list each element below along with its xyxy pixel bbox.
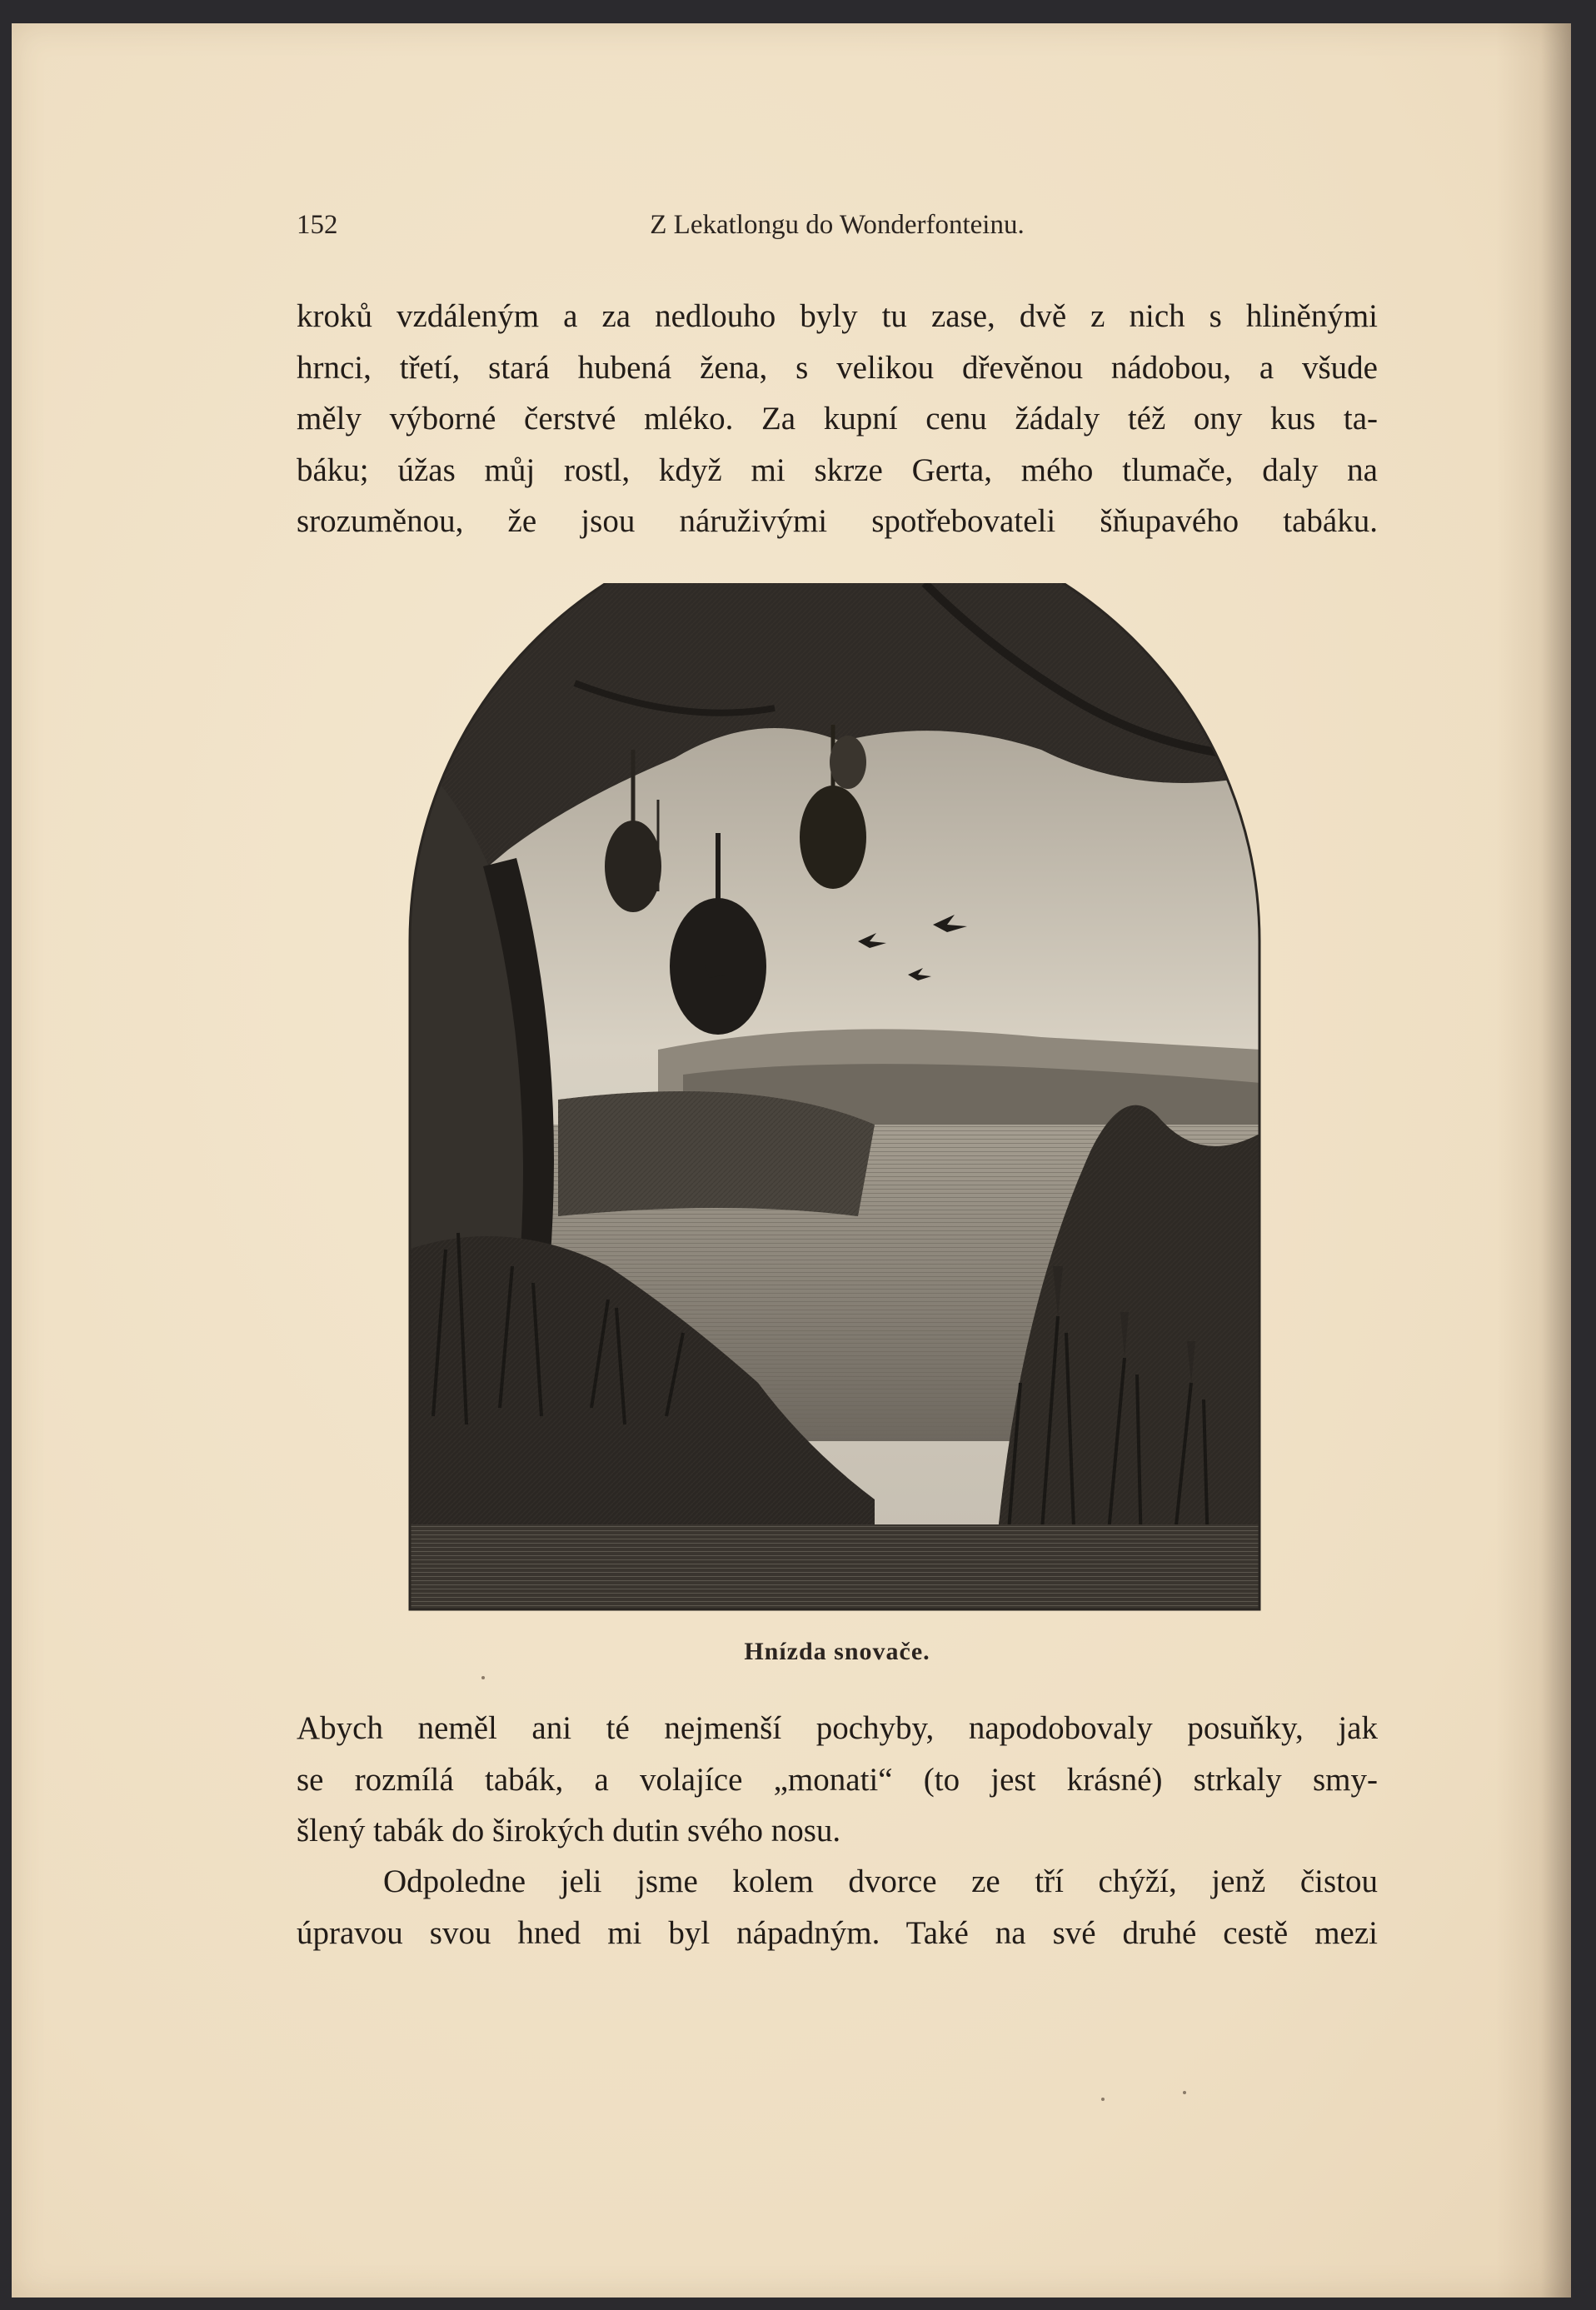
text-line: báku; úžas můj rostl, když mi skrze Gerta, mého tlumače, daly na [297,452,1378,488]
paper-speck [1101,2098,1105,2101]
paragraph-1 [297,291,1378,547]
weaver-nest [670,898,766,1035]
engraving-illustration [408,583,1261,1616]
engraving-weaver-nests [408,583,1261,1616]
weaver-nest [605,821,661,912]
weaver-nest [800,786,866,889]
paper-speck [1183,2091,1186,2094]
text-line: měly výborné čerstvé mléko. Za kupní cenu žádaly též ony kus ta- [297,401,1378,437]
page-header [297,210,1378,243]
page-edge-shadow [1496,23,1571,2298]
paragraph-2 [297,1703,1378,1857]
text-line: Abych neměl ani té nejmenší pochyby, napodobovaly posuňky, jak [297,1710,1378,1746]
paper-speck [481,1676,485,1679]
page-number: 152 [297,210,338,240]
text-line: Odpoledne jeli jsme kolem dvorce ze tří chýží, jenž čistou [383,1863,1378,1899]
text-line: srozuměnou, že jsou náruživými spotřebovateli šňupavého tabáku. [297,503,1378,539]
text-line: hrnci, třetí, stará hubená žena, s velikou dřevěnou nádobou, a všude [297,349,1378,386]
text-line: šlený tabák do širokých dutin svého nosu. [297,1813,841,1848]
weaver-nest [830,736,866,789]
paragraph-3 [297,1856,1378,1958]
running-title: Z Lekatlongu do Wonderfonteinu. [650,210,1025,240]
text-line: se rozmílá tabák, a volajíce „monati“ (to jest krásné) strkaly smy- [297,1761,1378,1798]
figure-caption: Hnízda snovače. [744,1638,930,1665]
text-line: kroků vzdáleným a za nedlouho byly tu zase, dvě z nich s hliněnými [297,298,1378,334]
text-line: úpravou svou hned mi byl nápadným. Také na své druhé cestě mezi [297,1914,1378,1951]
